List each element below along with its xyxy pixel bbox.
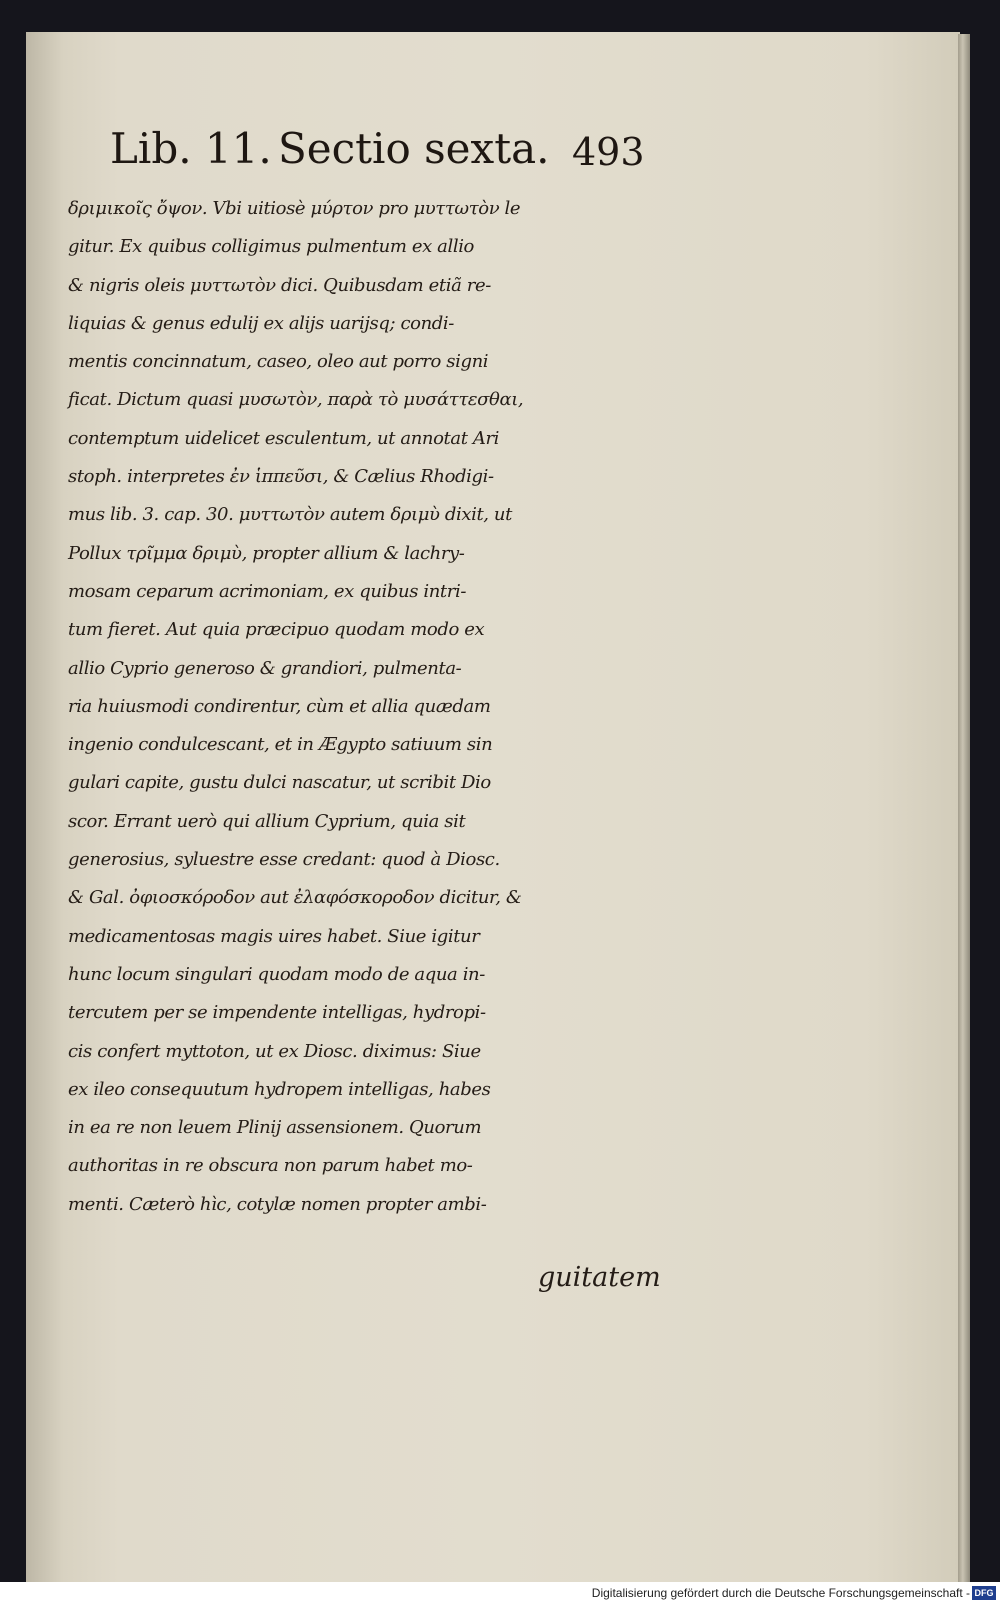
text-line: gitur. Ex quibus colligimus pulmentum ex allio — [68, 236, 474, 258]
text-line: mosam ceparum acrimoniam, ex quibus intri- — [68, 580, 467, 602]
header-book-number: Lib. 11. — [110, 124, 272, 173]
text-line: tum fieret. Aut quia præcipuo quodam modo ex — [68, 619, 485, 641]
text-line: mus lib. 3. cap. 30. μυττωτὸν autem δριμὺ dixit, ut — [68, 504, 512, 526]
text-line: generosius, syluestre esse credant: quod à Diosc. — [68, 849, 500, 871]
text-line: allio Cyprio generoso & grandiori, pulmenta- — [68, 657, 462, 679]
text-line: tercutem per se impendente intelligas, hydropi- — [68, 1002, 486, 1024]
text-line: authoritas in re obscura non parum habet mo- — [68, 1155, 473, 1177]
text-line: in ea re non leuem Plinij assensionem. Quorum — [68, 1117, 482, 1139]
text-line: ingenio condulcescant, et in Ægypto satiuum sin — [68, 734, 493, 756]
text-line: ria huiusmodi condirentur, cùm et allia quædam — [68, 695, 491, 717]
dfg-logo: DFG — [972, 1586, 996, 1600]
text-line: hunc locum singulari quodam modo de aqua in- — [68, 963, 485, 985]
page-edge — [958, 34, 970, 1582]
text-line: & Gal. ὀφιοσκόροδον aut ἐλαφόσκοροδον dicitur, & — [68, 887, 522, 909]
page-number: 493 — [572, 130, 645, 174]
running-header — [110, 124, 650, 184]
text-line: δριμικοῖς ὄψον. Vbi uitiosè μύρτον pro μυττωτὸν le — [68, 198, 521, 219]
text-line: & nigris oleis μυττωτὸν dici. Quibusdam etiã re- — [68, 274, 491, 296]
text-line: scor. Errant uerò qui allium Cyprium, quia sit — [68, 810, 466, 832]
text-line: liquias & genus edulij ex alijs uarijsq; condi- — [68, 312, 454, 334]
text-line: medicamentosas magis uires habet. Siue igitur — [68, 925, 480, 947]
text-line: cis confert myttoton, ut ex Diosc. diximus: Siue — [68, 1040, 481, 1062]
text-line: ex ileo consequutum hydropem intelligas, habes — [68, 1078, 491, 1100]
body-text — [68, 190, 648, 1224]
funding-notice: Digitalisierung gefördert durch die Deutsche Forschungsgemeinschaft - — [591, 1586, 970, 1600]
text-line: ficat. Dictum quasi μυσωτὸν, παρὰ τὸ μυσάττεσθαι, — [68, 389, 524, 411]
text-line: menti. Cæterò hìc, cotylæ nomen propter ambi- — [68, 1193, 487, 1215]
text-line: contemptum uidelicet esculentum, ut annotat Ari — [68, 427, 500, 449]
text-line: gulari capite, gustu dulci nascatur, ut scribit Dio — [68, 772, 491, 794]
header-section-title: Sectio sexta. — [278, 124, 550, 173]
text-line: stoph. interpretes ἐν ἱππεῦσι, & Cælius Rhodigi- — [68, 466, 494, 488]
footer-bar — [0, 1582, 1000, 1605]
catchword: guitatem — [538, 1262, 661, 1293]
text-line: mentis concinnatum, caseo, oleo aut porro signi — [68, 351, 489, 373]
text-line: Pollux τρῖμμα δριμὺ, propter allium & lachry- — [68, 542, 465, 564]
